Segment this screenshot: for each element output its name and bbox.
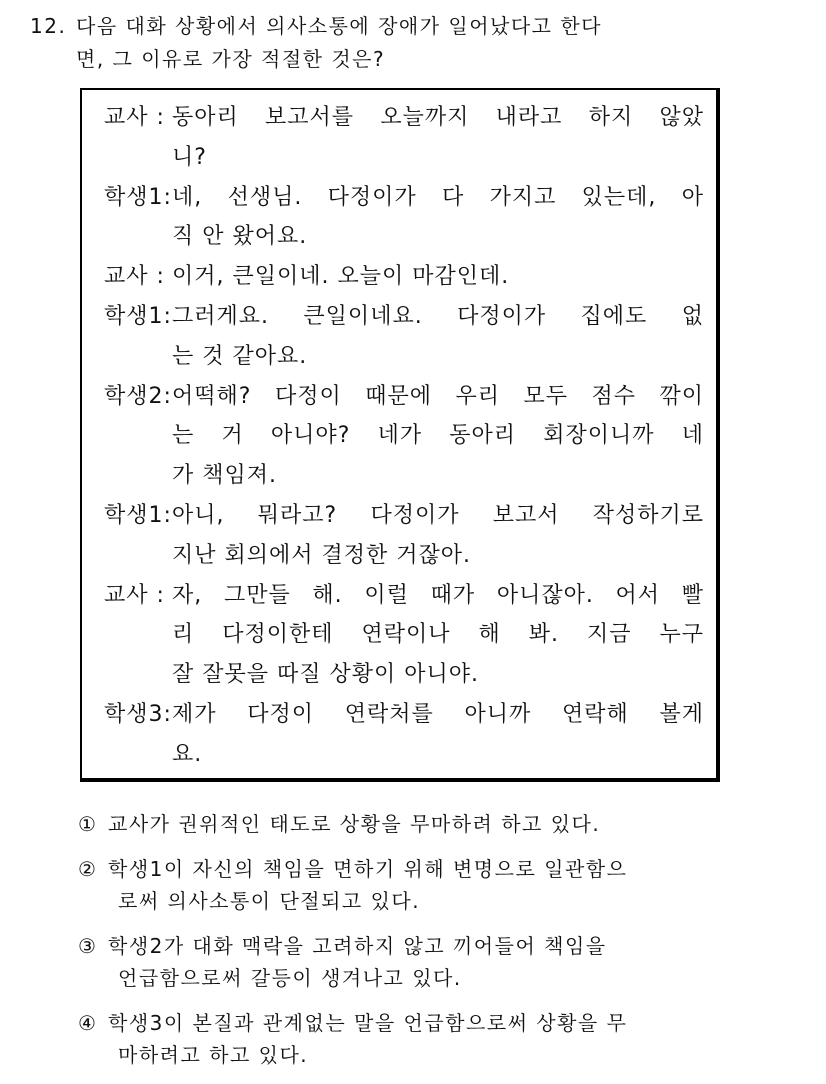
utterance-line: 리 다정이한테 연락이나 해 봐. 지금 누구 — [172, 622, 704, 648]
dialogue — [104, 98, 704, 775]
option-4[interactable] — [78, 1007, 758, 1071]
utterance-line: 자, 그만들 해. 이럴 때가 아니잖아. 어서 빨 — [172, 582, 704, 608]
dialogue-entry — [104, 496, 704, 576]
question-stem — [30, 10, 810, 76]
utterance-line: 그러게요. 큰일이네요. 다정이가 집에도 없 — [172, 303, 704, 329]
utterance — [172, 98, 704, 178]
option-number: ④ — [78, 1011, 98, 1035]
utterance-line: 요. — [172, 741, 203, 767]
option-number: ③ — [78, 934, 98, 958]
utterance-line: 는 거 아니야? 네가 동아리 회장이니까 네 — [172, 423, 704, 449]
dialogue-entry — [104, 695, 704, 775]
dialogue-entry — [104, 576, 704, 695]
utterance — [172, 257, 704, 297]
option-text-line: 교사가 권위적인 태도로 상황을 무마하려 하고 있다. — [108, 812, 601, 836]
speaker-label: 교사 : — [104, 105, 165, 130]
utterance — [172, 178, 704, 258]
option-number: ② — [78, 857, 98, 881]
dialogue-entry — [104, 98, 704, 178]
dialogue-box — [80, 88, 720, 782]
utterance-line: 아니, 뭐라고? 다정이가 보고서 작성하기로 — [172, 502, 704, 528]
utterance — [172, 576, 704, 695]
option-text-line: 로써 의사소통이 단절되고 있다. — [118, 889, 421, 913]
utterance — [172, 377, 704, 496]
utterance-line: 는 것 같아요. — [172, 343, 308, 369]
option-text-line: 학생3이 본질과 관계없는 말을 언급함으로써 상황을 무 — [108, 1011, 628, 1035]
speaker-label: 교사 : — [104, 264, 165, 290]
option-text-line: 마하려고 하고 있다. — [118, 1043, 309, 1067]
utterance-line: 어떡해? 다정이 때문에 우리 모두 점수 깎이 — [172, 383, 704, 409]
utterance-line: 직 안 왔어요. — [172, 224, 308, 250]
option-text-line: 학생1이 자신의 책임을 면하기 위해 변명으로 일관함으 — [108, 857, 628, 881]
utterance — [172, 695, 704, 775]
option-text-line: 언급함으로써 갈등이 생겨나고 있다. — [118, 966, 462, 990]
speaker-label: 학생2: — [104, 383, 172, 409]
answer-options — [78, 808, 758, 1084]
utterance-line: 지난 회의에서 결정한 거잖아. — [172, 542, 471, 568]
option-3[interactable] — [78, 930, 758, 994]
utterance — [172, 496, 704, 576]
question-number: 12. — [30, 14, 67, 38]
option-number: ① — [78, 812, 98, 836]
question-text-line: 다음 대화 상황에서 의사소통에 장애가 일어났다고 한다 — [76, 14, 603, 38]
dialogue-entry — [104, 377, 704, 496]
option-2[interactable] — [78, 853, 758, 917]
question-text-line: 면, 그 이유로 가장 적절한 것은? — [76, 47, 386, 71]
utterance-line: 동아리 보고서를 오늘까지 내라고 하지 않았 — [172, 105, 704, 130]
utterance-line: 잘 잘못을 따질 상황이 아니야. — [172, 662, 479, 688]
speaker-label: 학생3: — [104, 701, 172, 727]
speaker-label: 교사 : — [104, 582, 165, 608]
dialogue-entry — [104, 178, 704, 258]
dialogue-entry — [104, 297, 704, 377]
utterance-line: 네, 선생님. 다정이가 다 가지고 있는데, 아 — [172, 184, 704, 210]
option-1[interactable] — [78, 808, 758, 840]
speaker-label: 학생1: — [104, 184, 172, 210]
speaker-label: 학생1: — [104, 303, 172, 329]
utterance-line: 제가 다정이 연락처를 아니까 연락해 볼게 — [172, 701, 704, 727]
utterance-line: 니? — [172, 144, 207, 170]
utterance-line: 가 책임져. — [172, 463, 277, 489]
utterance — [172, 297, 704, 377]
option-text-line: 학생2가 대화 맥락을 고려하지 않고 끼어들어 책임을 — [108, 934, 607, 958]
dialogue-entry — [104, 257, 704, 297]
speaker-label: 학생1: — [104, 502, 172, 528]
utterance-line: 이거, 큰일이네. 오늘이 마감인데. — [172, 264, 510, 290]
